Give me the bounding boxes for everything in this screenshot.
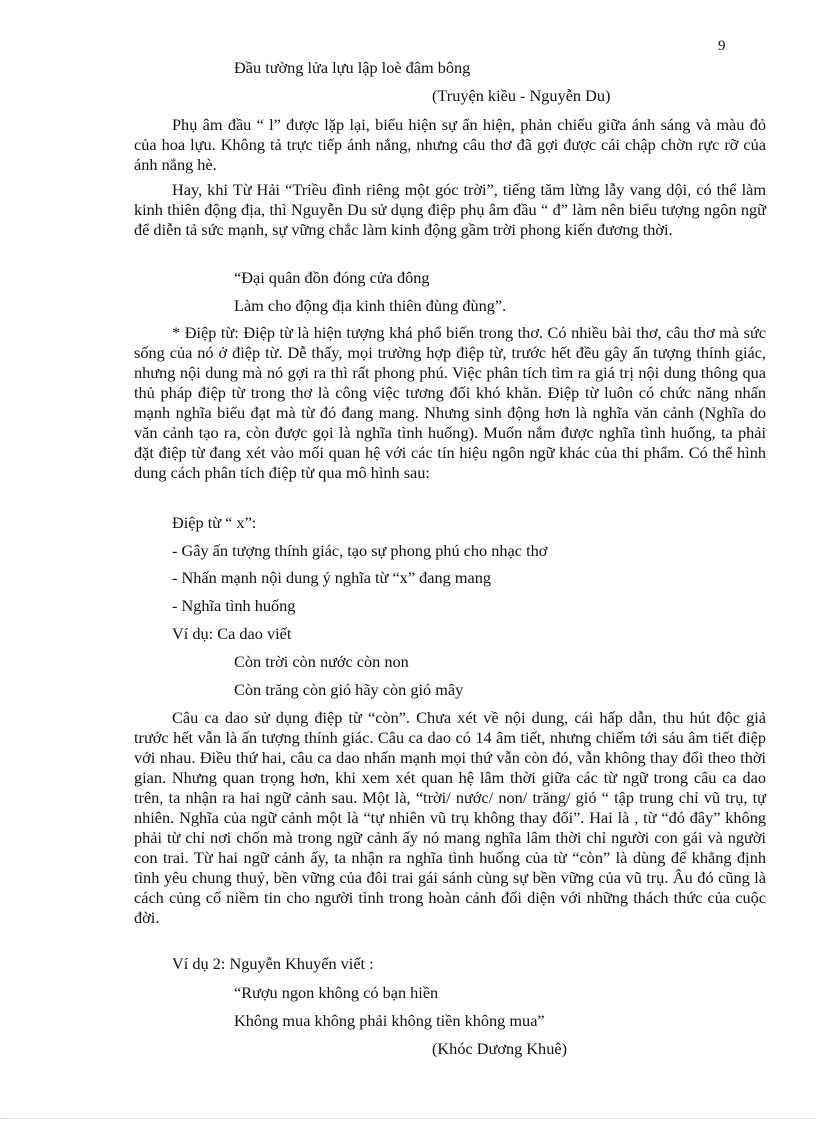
verse-line: “Rượu ngon không có bạn hiền: [234, 983, 439, 1002]
paragraph: Câu ca dao sử dụng điệp từ “còn”. Chưa xét về nội dung, cái hấp dẫn, thu hút độc giả trước hết vẫn là ấn tượng thính giác. Câu ca dao có 14 âm tiết, nhưng chiếm tới sáu âm tiết điệp với nhau. Điều thứ hai, câu ca dao nhấn mạnh mọi thứ vẫn còn đó, vẫn không thay đổi theo thời gian. Nhưng quan trọng hơn, khi xem xét quan hệ lâm thời giữa các từ ngữ trong câu ca dao trên, ta nhận ra hai ngữ cảnh sau. Một là, “trời/ nước/ non/ trăng/ gió “ tập trung chỉ vũ trụ, tự nhiên. Nghĩa của ngữ cảnh một là “tự nhiên vũ trụ không thay đổi”. Hai là , từ “đó đây” không phải từ chỉ nơi chốn mà trong ngữ cảnh ấy nó mang nghĩa lâm thời chỉ người con gái và người con trai. Từ hai ngữ cảnh ấy, ta nhận ra nghĩa tình huống của từ “còn” là dùng để khẳng định tình yêu chung thuỷ, bền vững của đôi trai gái sánh cùng sự bền vững của vũ trụ. Âu đó cũng là cách củng cố niềm tin cho người tình trong hoàn cảnh đối diện với những thách thức của cuộc đời.: [134, 708, 766, 927]
paragraph: * Điệp từ: Điệp từ là hiện tượng khá phổ biến trong thơ. Có nhiều bài thơ, câu thơ mà sức sống của nó ở điệp từ. Dễ thấy, mọi trường hợp điệp từ, trước hết đều gây ấn tượng thính giác, nhưng nội dung mà nó gợi ra thì rất phong phú. Việc phân tích tìm ra giá trị nội dung thông qua thủ pháp điệp từ trong thơ là công việc tương đối khó khăn. Điệp từ luôn có chức năng nhấn mạnh nghĩa biểu đạt mà từ đó đang mang. Nhưng sinh động hơn là nghĩa văn cảnh (Nghĩa do văn cảnh tạo ra, còn được gọi là nghĩa tình huống). Muốn nắm được nghĩa tình huống, ta phải đặt điệp từ đang xét vào mối quan hệ với các tín hiệu ngôn ngữ khác của thi phẩm. Có thể hình dung cách phân tích điệp từ qua mô hình sau:: [134, 323, 766, 482]
model-item: - Nghĩa tình huống: [172, 596, 296, 615]
example-label: Ví dụ 2: Nguyễn Khuyến viết :: [172, 954, 374, 973]
verse-line: Làm cho động địa kinh thiên đùng đùng”.: [234, 296, 507, 315]
verse-line: Không mua không phải không tiền không mua”: [234, 1011, 545, 1030]
model-item: - Gây ấn tượng thính giác, tạo sự phong phú cho nhạc thơ: [172, 541, 548, 560]
page-bottom-rule: [0, 1118, 816, 1119]
paragraph: Phụ âm đầu “ l” được lặp lại, biểu hiện sự ẩn hiện, phản chiếu giữa ánh sáng và màu đỏ của hoa lựu. Không tả trực tiếp ánh nắng, nhưng câu thơ đã gợi được cái chập chờn rực rỡ của ánh nắng hè.: [134, 115, 766, 174]
verse-line: Đầu tường lửa lựu lập loè đâm bông: [234, 58, 471, 77]
page-number: 9: [718, 38, 726, 54]
verse-source: (Truyện kiều - Nguyễn Du): [432, 86, 611, 105]
paragraph: Hay, khi Từ Hải “Triều đình riêng một góc trời”, tiếng tăm lừng lẫy vang dội, có thể làm kinh thiên động địa, thì Nguyễn Du sử dụng điệp phụ âm đầu “ đ” làm nên biểu tượng ngôn ngữ để diễn tả sức mạnh, sự vững chắc làm kinh động gầm trời phong kiến đương thời.: [134, 180, 766, 239]
model-item: - Nhấn mạnh nội dung ý nghĩa từ “x” đang mang: [172, 568, 492, 587]
verse-source: (Khóc Dương Khuê): [432, 1039, 567, 1058]
verse-line: Còn trời còn nước còn non: [234, 652, 409, 671]
model-title: Điệp từ “ x”:: [172, 513, 257, 532]
verse-line: Còn trăng còn gió hãy còn gió mây: [234, 680, 464, 699]
example-label: Ví dụ: Ca dao viết: [172, 624, 292, 643]
verse-line: “Đại quân đồn đóng cửa đông: [234, 268, 430, 287]
